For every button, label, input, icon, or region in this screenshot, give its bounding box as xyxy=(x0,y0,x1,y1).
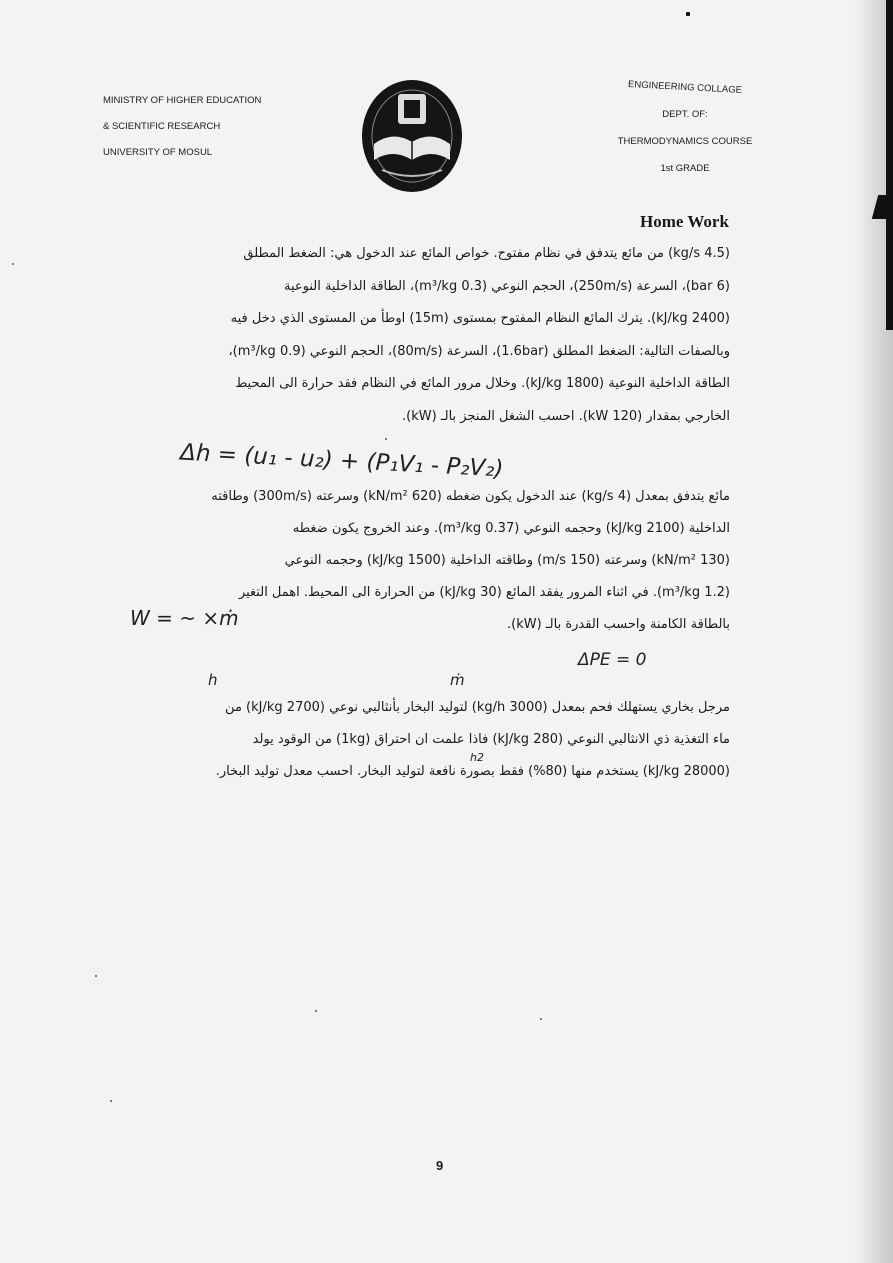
handwritten-delta-pe: ΔPE = 0 xyxy=(578,650,647,670)
header-line: UNIVERSITY OF MOSUL xyxy=(103,147,213,158)
scan-speck xyxy=(110,1100,112,1102)
scan-speck xyxy=(385,438,387,440)
problem-line: الداخلية (2100 kJ/kg) وحجمه النوعي (0.37 m³/kg). وعند الخروج يكون ضغطه xyxy=(292,521,730,536)
header-line: 1st GRADE xyxy=(660,163,710,174)
header-line: ENGINEERING COLLAGE xyxy=(627,79,743,96)
problem-line: وبالصفات التالية: الضغط المطلق (1.6bar)، السرعة (80m/s)، الحجم النوعي (0.9 m³/kg)، xyxy=(228,343,730,359)
problem-line: مائع يتدفق بمعدل (4 kg/s) عند الدخول يكون ضغطه (620 kN/m²) وسرعته (300m/s) وطاقته xyxy=(211,489,730,504)
page-title: Home Work xyxy=(640,212,729,231)
handwritten-h-mark: h xyxy=(208,671,218,689)
college-header xyxy=(590,74,780,182)
scan-speck xyxy=(686,12,690,16)
handwritten-mdot-mark: ṁ xyxy=(450,671,465,689)
scan-speck xyxy=(315,1010,317,1012)
handwritten-h2-mark: h2 xyxy=(470,751,484,764)
problem-line: الخارجي بمقدار (120 kW). احسب الشغل المنجز بالـ (kW). xyxy=(402,408,730,424)
header-line: THERMODYNAMICS COURSE xyxy=(617,136,753,147)
problem-line: (4.5 kg/s) من مائع يتدفق في نظام مفتوح. خواص المائع عند الدخول هي: الضغط المطلق xyxy=(243,246,730,261)
scan-speck xyxy=(12,263,14,265)
problem-3 xyxy=(100,692,730,788)
problem-1 xyxy=(100,238,730,433)
problem-line: (6 bar)، السرعة (250m/s)، الحجم النوعي (0.3 m³/kg)، الطاقة الداخلية النوعية xyxy=(284,278,730,294)
handwritten-work-note: W = ~ ×ṁ xyxy=(130,606,239,630)
page-number: 9 xyxy=(436,1158,444,1173)
problem-line: (2400 kJ/kg). يترك المائع النظام المفتوح بمستوى (15m) اوطأ من المستوى الذي دخل فيه xyxy=(230,311,730,326)
header-line: MINISTRY OF HIGHER EDUCATION xyxy=(103,95,262,106)
header-line: DEPT. OF: xyxy=(662,109,708,120)
scan-edge-bar xyxy=(886,0,893,330)
header-line: & SCIENTIFIC RESEARCH xyxy=(103,121,221,132)
problem-line: بالطاقة الكامنة واحسب القدرة بالـ (kW). xyxy=(507,617,730,632)
ministry-header xyxy=(103,88,261,166)
scan-speck xyxy=(540,1018,542,1020)
problem-line: الطاقة الداخلية النوعية (1800 kJ/kg). وخلال مرور المائع في النظام فقد حرارة الى المحيط xyxy=(235,376,730,391)
university-seal-logo xyxy=(360,78,464,194)
problem-line: (28000 kJ/kg) يستخدم منها (80%) فقط بصورة نافعة لتوليد البخار. احسب معدل توليد البخار. xyxy=(215,764,730,779)
problem-line: (130 kN/m²) وسرعته (150 m/s) وطاقته الداخلية (1500 kJ/kg) وحجمه النوعي xyxy=(284,553,730,568)
handwritten-enthalpy-equation: Δh = (u₁ - u₂) + (P₁V₁ - P₂V₂) xyxy=(179,439,504,483)
scan-speck xyxy=(95,975,97,977)
problem-line: ماء التغذية ذي الانثالبي النوعي (280 kJ/kg) فاذا علمت ان احتراق (1kg) من الوقود يولد xyxy=(252,732,730,747)
problem-line: مرجل بخاري يستهلك فحم بمعدل (3000 kg/h) لتوليد البخار بأنثالبي نوعي (2700 kJ/kg) من xyxy=(225,700,730,715)
problem-line: (1.2 m³/kg). في اثناء المرور يفقد المائع (30 kJ/kg) من الحرارة الى المحيط. اهمل التغير xyxy=(238,585,730,600)
